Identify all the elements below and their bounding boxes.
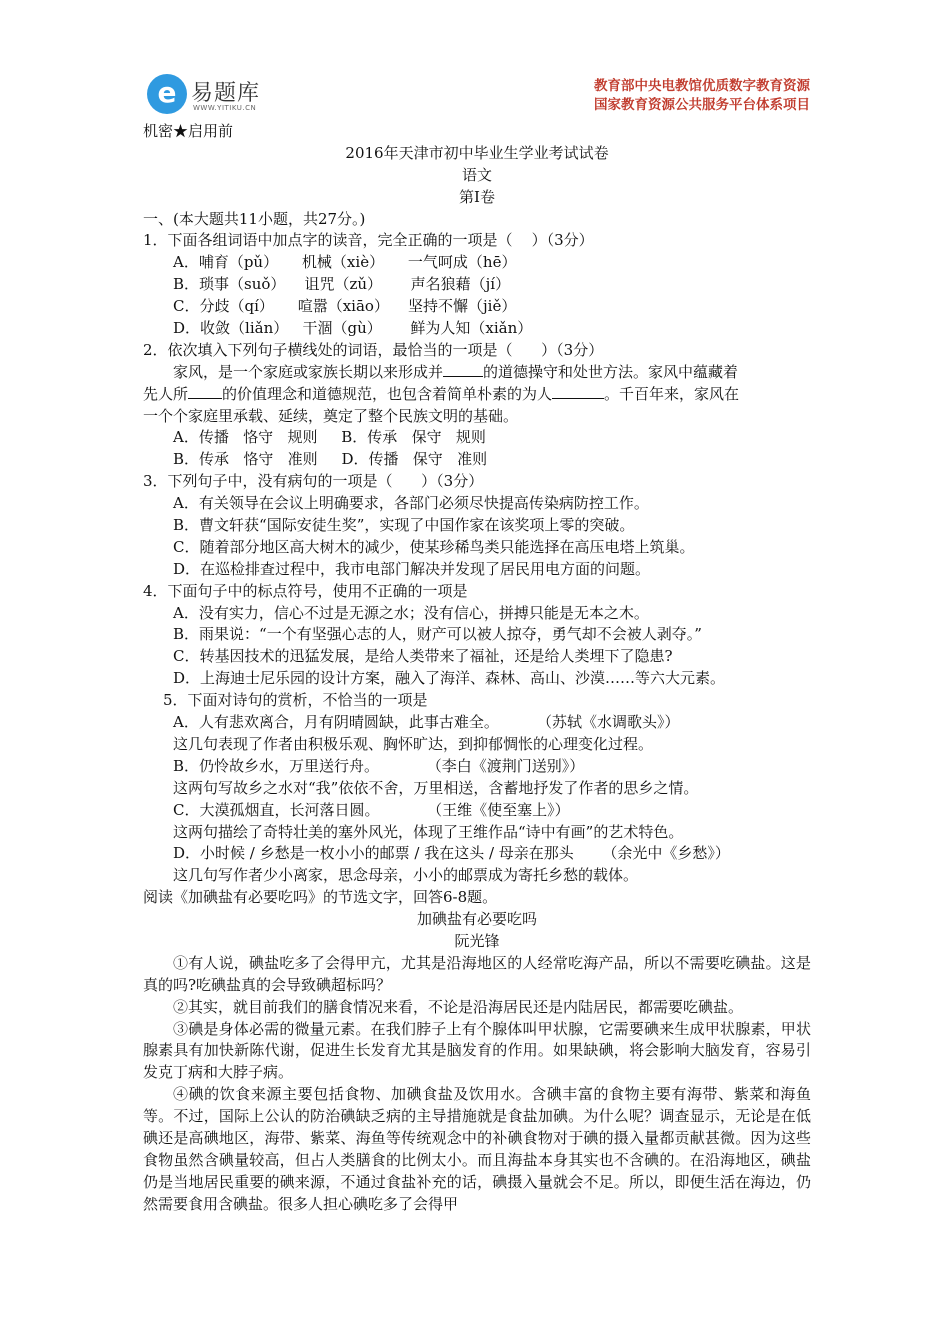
logo-name: 易题库 xyxy=(191,81,261,106)
logo-e-icon: e xyxy=(147,74,187,114)
q3-option-a: A．有关领导在会议上明确要求，各部门必须尽快提高传染病防控工作。 xyxy=(173,494,649,513)
q2-options-ab: A．传播 恪守 规则 B．传承 保守 规则 xyxy=(173,428,486,447)
answer-blank xyxy=(188,384,222,399)
q2-text: 。千百年来，家风在 xyxy=(604,384,740,403)
exam-document xyxy=(143,121,811,1216)
q2-text: 家风，是一个家庭或家族长期以来形成并 xyxy=(173,362,444,381)
q5-option-b: B．仍怜故乡水，万里送行舟。 （李白《渡荆门送别》） xyxy=(173,756,585,775)
question-5: 5．下面对诗句的赏析，不恰当的一项是 xyxy=(163,691,428,710)
q5-analysis-a: 这几句表现了作者由积极乐观、胸怀旷达，到抑郁惆怅的心理变化过程。 xyxy=(173,734,654,753)
article-paragraph-1: ①有人说，碘盐吃多了会得甲亢，尤其是沿海地区的人经常吃海产品，所以不需要吃碘盐。这是真的吗?吃碘盐真的会导致碘超标吗？ xyxy=(143,953,811,994)
page-header xyxy=(0,0,950,120)
answer-blank xyxy=(443,362,483,377)
q2-text: 先人所 xyxy=(143,384,189,403)
exam-subject: 语文 xyxy=(461,165,492,184)
q2-options-cd: B．传承 恪守 准则 D．传播 保守 准则 xyxy=(173,450,488,469)
article-title: 加碘盐有必要吃吗 xyxy=(416,910,537,929)
article-paragraph-2: ②其实，就目前我们的膳食情况来看，不论是沿海居民还是内陆居民，都需要吃碘盐。 xyxy=(173,997,744,1016)
promo-line-1: 教育部中央电教馆优质数字教育资源 xyxy=(594,78,810,94)
yitiku-logo[interactable] xyxy=(147,74,277,114)
q5-option-d: D．小时候 / 乡愁是一枚小小的邮票 / 我在这头 / 母亲在那头 （余光中《乡愁》） xyxy=(173,844,730,863)
q1-option-b: B．琐事（suǒ） 诅咒（zǔ） 声名狼藉（jí） xyxy=(173,275,511,294)
article-author: 阮光锋 xyxy=(454,931,500,950)
q5-analysis-c: 这两句描绘了奇特壮美的塞外风光，体现了王维作品“诗中有画”的艺术特色。 xyxy=(173,822,684,841)
q2-passage-line-1 xyxy=(143,362,811,384)
reading-intro: 阅读《加碘盐有必要吃吗》的节选文字，回答6-8题。 xyxy=(143,888,498,907)
question-2: 2．依次填入下列句子横线处的词语，最恰当的一项是（ ）（3分） xyxy=(143,340,604,359)
question-4: 4．下面句子中的标点符号，使用不正确的一项是 xyxy=(143,581,468,600)
q2-passage-line-2 xyxy=(143,384,811,406)
article-paragraph-3: ③碘是身体必需的微量元素。在我们脖子上有个腺体叫甲状腺，它需要碘来生成甲状腺素，甲状腺素具有加快新陈代谢，促进生长发育尤其是脑发育的作用。如果缺碘，将会影响大脑发育，容易引发克丁病和大脖子病。 xyxy=(143,1019,811,1082)
article-paragraph-4: ④碘的饮食来源主要包括食物、加碘食盐及饮用水。含碘丰富的食物主要有海带、紫菜和海鱼等。不过，国际上公认的防治碘缺乏病的主导措施就是食盐加碘。为什么呢？调查显示，无论是在低碘还是高碘地区，海带、紫菜、海鱼等传统观念中的补碘食物对于碘的摄入量都贡献甚微。因为这些食物虽然含碘量较高，但占人类膳食的比例太小。而且海盐本身其实也不含碘的。在沿海地区，碘盐仍是当地居民重要的碘来源，不通过食盐补充的话，碘摄入量就会不足。所以，即便生活在海边，仍然需要食用含碘盐。很多人担心碘吃多了会得甲 xyxy=(143,1085,811,1213)
q3-option-b: B．曹文轩获“国际安徒生奖”，实现了中国作家在该奖项上零的突破。 xyxy=(173,516,635,535)
logo-url: WWW.YITIKU.CN xyxy=(193,104,257,112)
q3-option-c: C．随着部分地区高大树木的减少，使某珍稀鸟类只能选择在高压电塔上筑巢。 xyxy=(173,537,695,556)
exam-title: 2016年天津市初中毕业生学业考试试卷 xyxy=(345,143,609,162)
q1-option-a: A．哺育（pǔ） 机械（xiè） 一气呵成（hē） xyxy=(173,253,517,272)
confidential-label: 机密★启用前 xyxy=(143,122,234,140)
q2-passage-line-3: 一个个家庭里承载、延续，奠定了整个民族文明的基础。 xyxy=(143,406,519,425)
promo-banner xyxy=(594,77,810,115)
question-1: 1．下面各组词语中加点字的读音，完全正确的一项是（ ）（3分） xyxy=(143,231,594,250)
q5-analysis-d: 这几句写作者少小离家，思念母亲，小小的邮票成为寄托乡愁的载体。 xyxy=(173,866,639,885)
q5-option-c: C．大漠孤烟直，长河落日圆。 （王维《使至塞上》） xyxy=(173,800,570,819)
q4-option-c: C．转基因技术的迅猛发展，是给人类带来了福祉，还是给人类埋下了隐患? xyxy=(173,647,673,666)
q5-analysis-b: 这两句写故乡之水对“我”依依不舍，万里相送，含蓄地抒发了作者的思乡之情。 xyxy=(173,778,699,797)
q2-text: 的道德操守和处世方法。家风中蕴藏着 xyxy=(483,362,739,381)
q3-option-d: D．在巡检排查过程中，我市电部门解决并发现了居民用电方面的问题。 xyxy=(173,559,651,578)
section-heading: 一、(本大题共11小题，共27分。) xyxy=(143,209,366,228)
q2-text: 的价值理念和道德规范，也包含着简单朴素的为人 xyxy=(222,384,553,403)
q1-option-d: D．收敛（liǎn） 干涸（gù） 鲜为人知（xiǎn） xyxy=(173,319,533,338)
q5-option-a: A．人有悲欢离合，月有阴晴圆缺，此事古难全。 （苏轼《水调歌头》） xyxy=(173,713,680,732)
q4-option-b: B．雨果说：“一个有坚强心志的人，财产可以被人掠夺，勇气却不会被人剥夺。” xyxy=(173,625,702,644)
answer-blank xyxy=(552,384,604,399)
exam-volume: 第Ⅰ卷 xyxy=(459,187,495,206)
question-3: 3．下列句子中，没有病句的一项是（ ）（3分） xyxy=(143,472,484,491)
q1-option-c: C．分歧（qí） 喧嚣（xiāo） 坚持不懈（jiě） xyxy=(173,297,517,316)
q4-option-a: A．没有实力，信心不过是无源之水；没有信心，拼搏只能是无本之木。 xyxy=(173,603,649,622)
q4-option-d: D．上海迪士尼乐园的设计方案，融入了海洋、森林、高山、沙漠……等六大元素。 xyxy=(173,669,726,688)
promo-line-2: 国家教育资源公共服务平台体系项目 xyxy=(594,97,810,113)
